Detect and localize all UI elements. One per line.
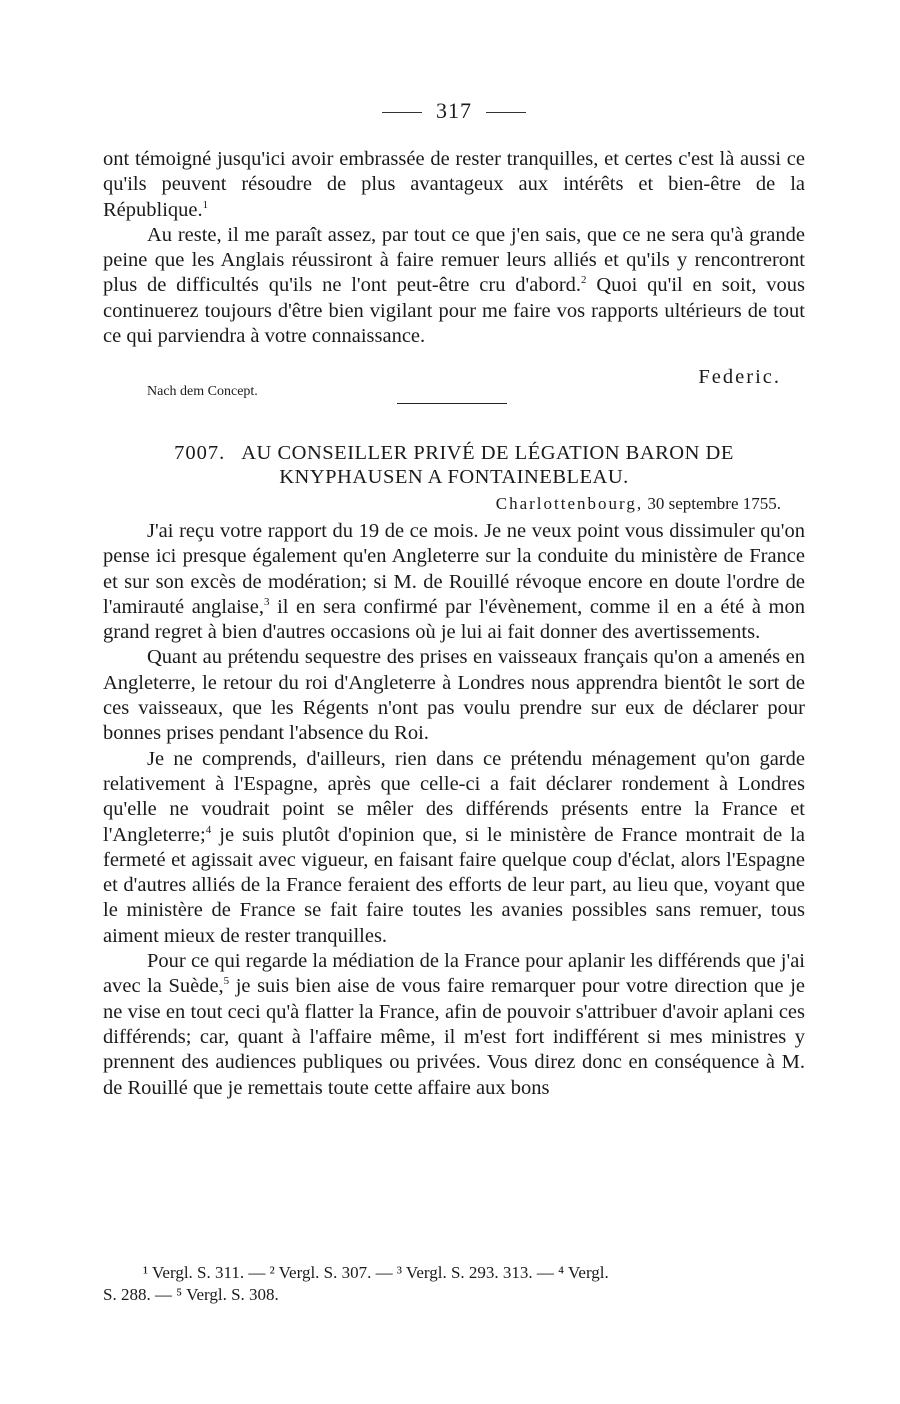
paragraph: Au reste, il me paraît assez, par tout ce que j'en sais, que ce ne sera qu'à grande peine que les Anglais réussiront à faire remuer leurs alliés et qu'ils y rencontreront plus de difficultés qu'ils ne l'ont peut-être cru d'abord.$^2$ Quoi qu'il en soit, vous continuerez toujours d'être bien vigilant pour me faire vos rapports ultérieurs de tout ce qui parviendra à votre connaissance.: [103, 223, 805, 348]
folio-dash-left: [382, 112, 422, 113]
letter-end-text: [103, 147, 805, 349]
dateline-date: 30 septembre 1755.: [647, 494, 781, 513]
footnote-ref: 3: [263, 596, 270, 609]
heading-title-1: AU CONSEILLER PRIVÉ DE LÉGATION BARON DE: [241, 442, 734, 464]
dateline-place: Charlottenbourg,: [495, 494, 644, 513]
paragraph: Je ne comprends, d'ailleurs, rien dans ce prétendu ménagement qu'on garde relativement à l'Espagne, après que celle-ci a fait déclarer rondement à Londres qu'elle ne voudrait point se mêler des différends présents entre la France et l'Angleterre;$^4$ je suis plutôt d'opinion que, si le ministère de France montrait de la fermeté et agissait avec vigueur, en faisant faire quelque coup d'éclat, alors l'Espagne et d'autres alliés de la France feraient des efforts de leur part, au lieu que, voyant que le ministère de France se fait faire toutes les avanies possibles sans remuer, tous aiment mieux de rester tranquilles.: [103, 747, 806, 947]
paragraph: J'ai reçu votre rapport du 19 de ce mois. Je ne veux point vous dissimuler qu'on pense ici presque également qu'en Angleterre sur la conduite du ministère de France et sur son excès de modération; si M. de Rouillé révoque encore en doute l'ordre de l'amirauté anglaise,$^3$ il en sera confirmé par l'évènement, comme il en a été à mon grand regret à bien d'autres occasions où je lui ai fait donner des avertissements.: [103, 520, 806, 644]
footnote-ref: 1: [202, 198, 209, 211]
heading-line-1: [103, 441, 805, 465]
page-number: [103, 98, 805, 124]
letter-number: 7007.: [174, 442, 226, 464]
source-note: Nach dem Concept.: [147, 384, 258, 399]
paragraph: Quant au prétendu sequestre des prises en vaisseaux français qu'on a amenés en Angleterre, le retour du roi d'Angleterre à Londres nous apprendra bientôt le sort de ces vaisseaux, que les Régents n'ont pas voulu prendre sur eux de déclarer pour bonnes prises pendant l'absence du Roi.: [103, 646, 805, 745]
section-divider: [397, 403, 507, 404]
folio-dash-right: [486, 112, 526, 113]
paragraph: ont témoigné jusqu'ici avoir embrassée de rester tranquilles, et certes c'est là aussi ce qu'ils peuvent résoudre de plus avantageux aux intérêts et bien-être de la République.$^1$: [103, 148, 805, 221]
signature: Federic.: [698, 366, 781, 388]
footnote-line: S. 288. — ⁵ Vergl. S. 308.: [103, 1285, 279, 1304]
footnote-ref: 4: [205, 823, 212, 836]
footnote-line: ¹ Vergl. S. 311. — ² Vergl. S. 307. — ³ Vergl. S. 293. 313. — ⁴ Vergl.: [143, 1263, 609, 1282]
paragraph: Pour ce qui regarde la médiation de la France pour aplanir les différends que j'ai avec la Suède,$^5$ je suis bien aise de vous faire remarquer pour votre direction que je ne vise en tout ceci qu'à flatter la France, afin de pouvoir s'attribuer d'avoir aplani ces différends; car, quant à l'affaire même, il m'est fort indifférent si mes ministres y prennent des audiences publiques ou privées. Vous direz donc en conséquence à M. de Rouillé que je remettais toute cette affaire aux bons: [103, 950, 805, 1099]
dateline: [496, 494, 781, 514]
page-number-text: 317: [436, 98, 472, 123]
heading-line-2: KNYPHAUSEN A FONTAINEBLEAU.: [279, 466, 629, 488]
footnote-ref: 5: [223, 975, 230, 988]
letter-heading: [103, 441, 805, 489]
footnotes: [103, 1262, 805, 1306]
footnote-ref: 2: [581, 274, 587, 287]
letter-body: [103, 519, 805, 1101]
